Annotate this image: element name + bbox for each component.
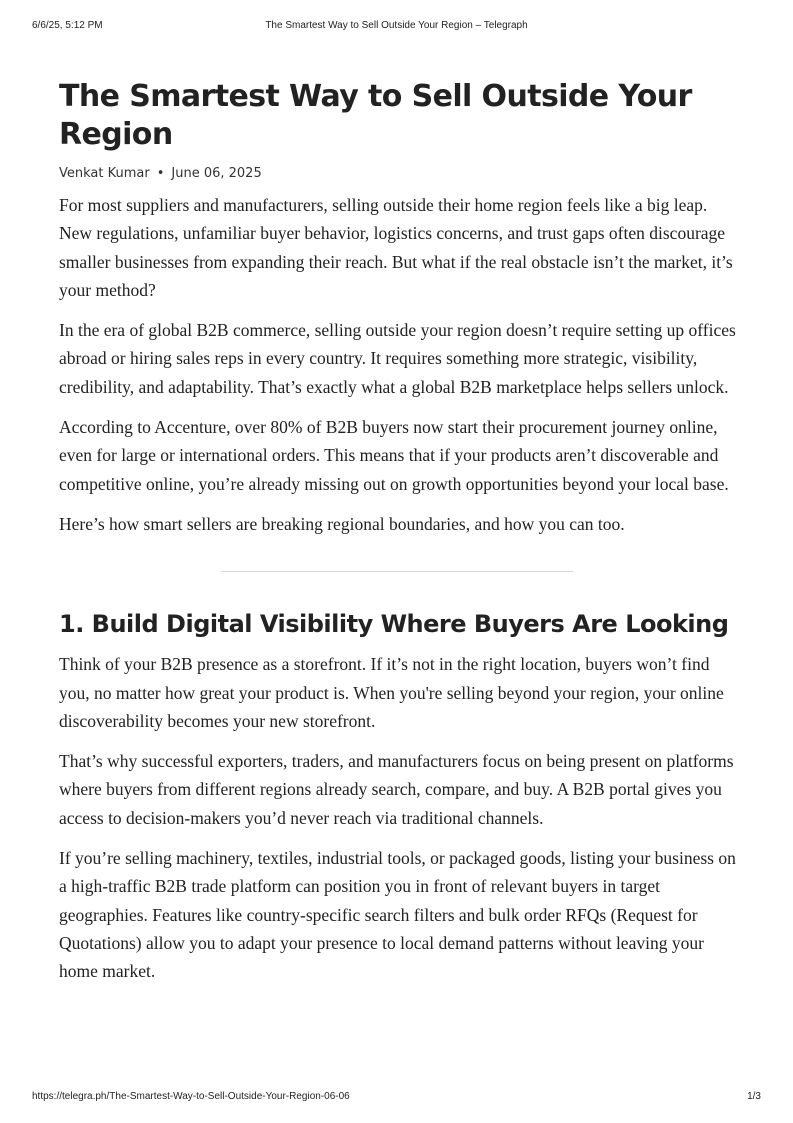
byline xyxy=(59,165,739,183)
intro-paragraph: According to Accenture, over 80% of B2B buyers now start their procurement journey online, even for large or international orders. This means that if your products aren’t discoverable and competitive online, you’re already missing out on growth opportunities beyond your local base. xyxy=(59,417,729,494)
intro-paragraph: For most suppliers and manufacturers, selling outside their home region feels like a big leap. New regulations, unfamiliar buyer behavior, logistics concerns, and trust gaps often discourage smaller businesses from expanding their reach. But what if the real obstacle isn’t the market, it’s your method? xyxy=(59,195,733,300)
print-footer xyxy=(0,1091,793,1105)
print-datetime: 6/6/25, 5:12 PM xyxy=(32,20,103,31)
author-link[interactable]: Venkat Kumar xyxy=(59,166,150,181)
publish-date: June 06, 2025 xyxy=(171,166,262,181)
section-paragraph: Think of your B2B presence as a storefront. If it’s not in the right location, buyers won’t find you, no matter how great your product is. When you're selling beyond your region, your online discoverability becomes your new storefront. xyxy=(59,654,724,731)
section-divider xyxy=(221,571,573,572)
section-paragraph: That’s why successful exporters, traders, and manufacturers focus on being present on platforms where buyers from different regions already search, compare, and buy. A B2B portal gives you access to decision-makers you’d never reach via traditional channels. xyxy=(59,751,734,828)
article-title: The Smartest Way to Sell Outside Your Region xyxy=(59,79,692,152)
print-url: https://telegra.ph/The-Smartest-Way-to-Sell-Outside-Your-Region-06-06 xyxy=(32,1091,350,1102)
intro-paragraph: Here’s how smart sellers are breaking regional boundaries, and how you can too. xyxy=(59,513,625,534)
section-heading: 1. Build Digital Visibility Where Buyers Are Looking xyxy=(59,610,729,639)
print-page-number: 1/3 xyxy=(747,1091,761,1102)
print-page-title: The Smartest Way to Sell Outside Your Region – Telegraph xyxy=(265,20,528,31)
intro-paragraph: In the era of global B2B commerce, selling outside your region doesn’t require setting up offices abroad or hiring sales reps in every country. It requires something more strategic, visibility, credibility, and adaptability. That’s exactly what a global B2B marketplace helps sellers unlock. xyxy=(59,320,736,397)
byline-separator: • xyxy=(156,166,165,181)
section-paragraph: If you’re selling machinery, textiles, industrial tools, or packaged goods, listing your business on a high-traffic B2B trade platform can position you in front of relevant buyers in target geographies. Features like country-specific search filters and bulk order RFQs (Request for Quotations) allow you to adapt your presence to local demand patterns without leaving your home market. xyxy=(59,848,736,982)
print-header xyxy=(0,20,793,34)
article xyxy=(59,78,739,986)
